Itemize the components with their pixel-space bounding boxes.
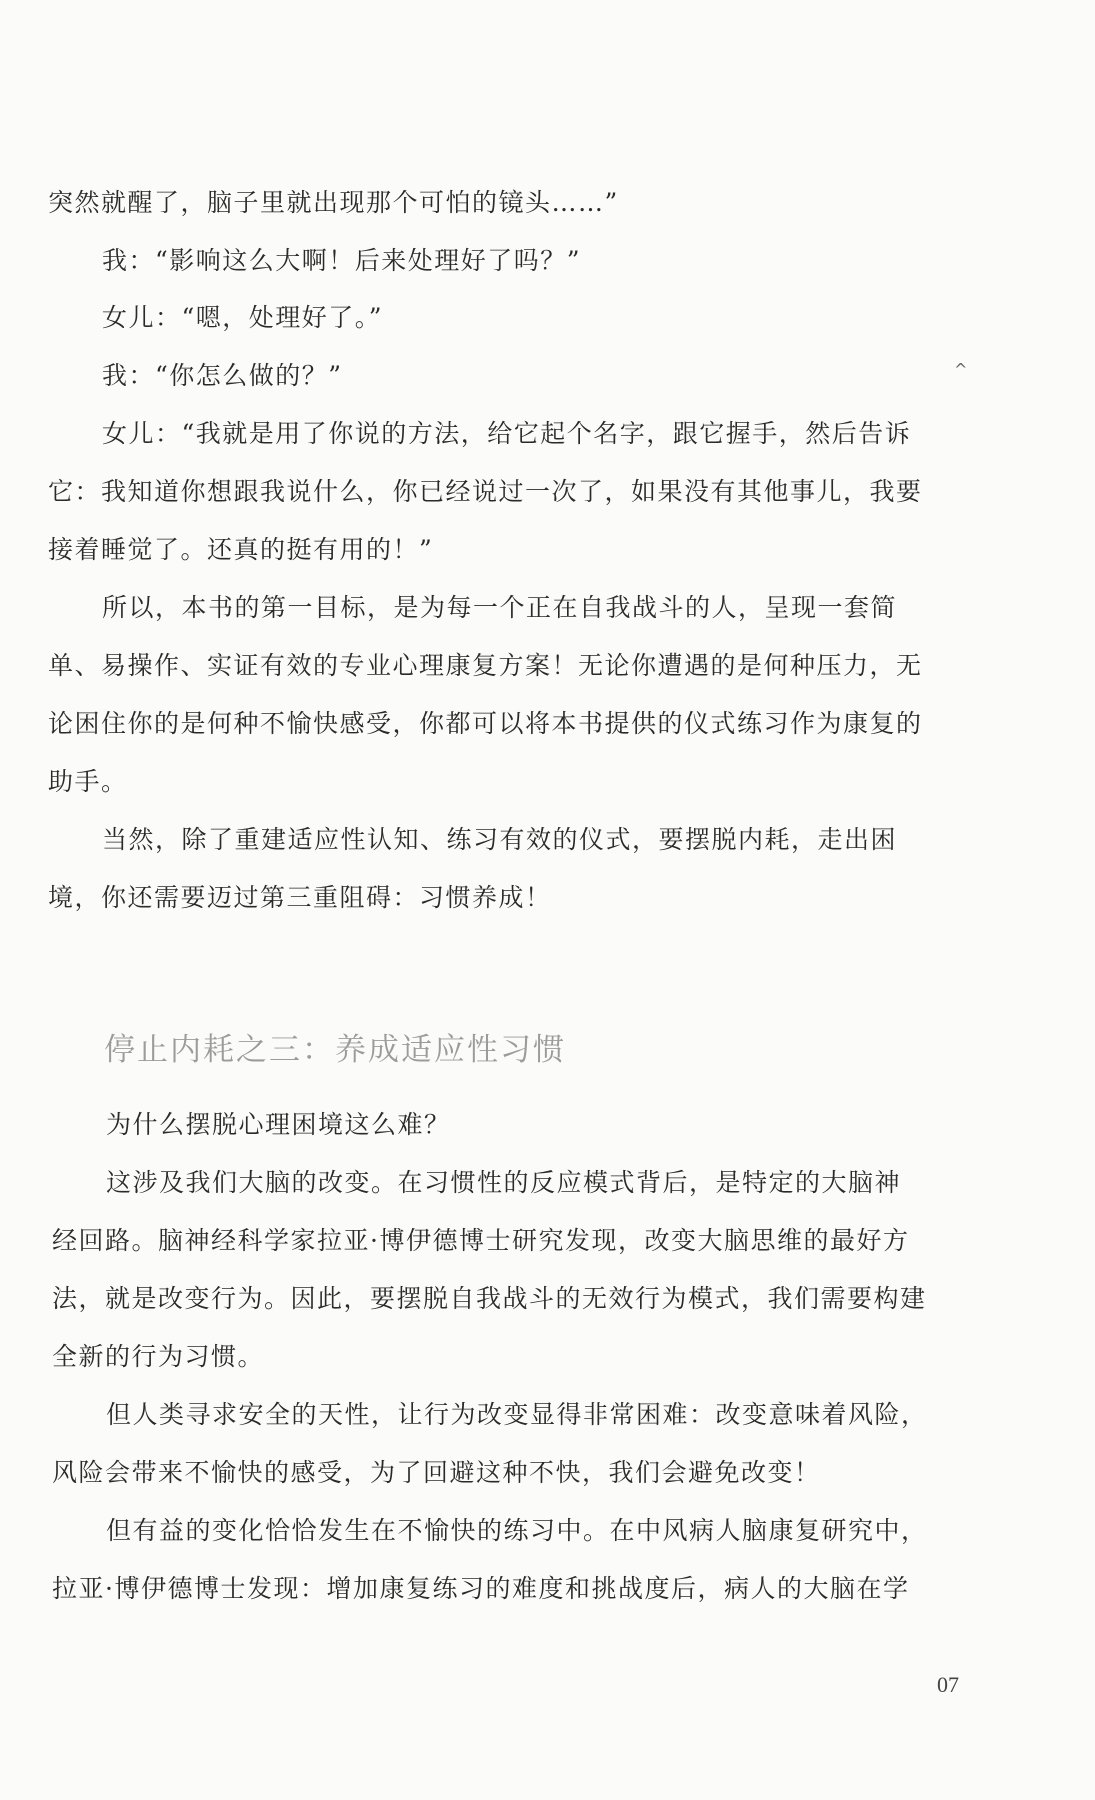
text-line: 这涉及我们大脑的改变。在习惯性的反应模式背后，是特定的大脑神 xyxy=(106,1168,902,1197)
dialogue-line: 女儿：“我就是用了你说的方法，给它起个名字，跟它握手，然后告诉 xyxy=(102,419,912,448)
text-line: 助手。 xyxy=(48,767,128,796)
text-line: 但有益的变化恰恰发生在不愉快的练习中。在中风病人脑康复研究中， xyxy=(106,1516,928,1545)
text-line: 风险会带来不愉快的感受，为了回避这种不快，我们会避免改变！ xyxy=(52,1458,821,1487)
text-line: 但人类寻求安全的天性，让行为改变显得非常困难：改变意味着风险， xyxy=(106,1400,928,1429)
text-line: 境，你还需要迈过第三重阻碍：习惯养成！ xyxy=(48,883,552,912)
dialogue-line: 女儿：“嗯，处理好了。” xyxy=(102,303,384,332)
text-line: 论困住你的是何种不愉快感受，你都可以将本书提供的仪式练习作为康复的 xyxy=(48,709,923,738)
text-line: 为什么摆脱心理困境这么难？ xyxy=(106,1110,451,1139)
dialogue-line: 我：“你怎么做的？” xyxy=(102,361,343,390)
text-line: 它：我知道你想跟我说什么，你已经说过一次了，如果没有其他事儿，我要 xyxy=(48,477,923,506)
text-line: 全新的行为习惯。 xyxy=(52,1342,265,1371)
text-line: 单、易操作、实证有效的专业心理康复方案！无论你遭遇的是何种压力，无 xyxy=(48,651,923,680)
text-line: 经回路。脑神经科学家拉亚·博伊德博士研究发现，改变大脑思维的最好方 xyxy=(52,1226,910,1255)
text-line: 拉亚·博伊德博士发现：增加康复练习的难度和挑战度后，病人的大脑在学 xyxy=(52,1574,910,1603)
text-line: 法，就是改变行为。因此，要摆脱自我战斗的无效行为模式，我们需要构建 xyxy=(52,1284,927,1313)
text-line: 突然就醒了，脑子里就出现那个可怕的镜头……” xyxy=(48,188,619,217)
text-line: 所以，本书的第一目标，是为每一个正在自我战斗的人，呈现一套简 xyxy=(102,593,898,622)
dialogue-line: 我：“影响这么大啊！后来处理好了吗？” xyxy=(102,246,582,275)
text-line: 接着睡觉了。还真的挺有用的！” xyxy=(48,535,434,564)
section-heading: 停止内耗之三：养成适应性习惯 xyxy=(104,1032,566,1068)
margin-mark: ^ xyxy=(954,360,968,379)
text-line: 当然，除了重建适应性认知、练习有效的仪式，要摆脱内耗，走出困 xyxy=(102,825,898,854)
page-number: 07 xyxy=(937,1672,959,1697)
